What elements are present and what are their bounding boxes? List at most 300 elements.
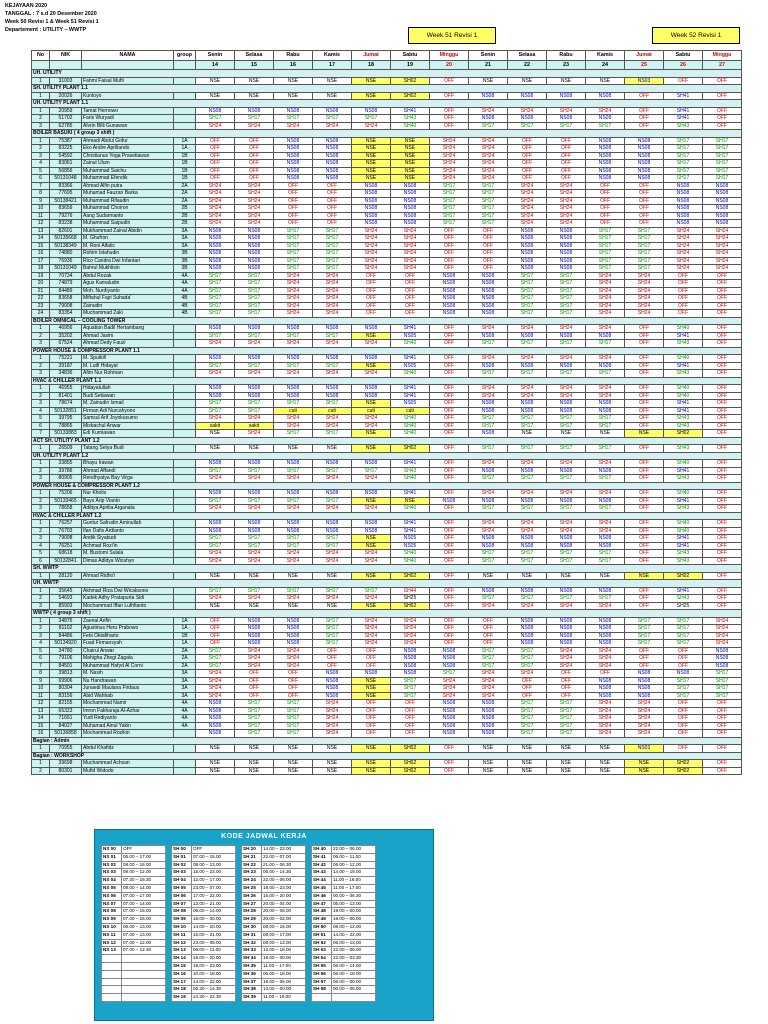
shift-cell: OFF [703, 467, 742, 475]
shift-cell: NS08 [469, 400, 508, 408]
kode-time: 06.00 – 11.00 [332, 853, 376, 861]
shift-cell: SH24 [196, 340, 235, 348]
shift-cell: OFF [508, 167, 547, 175]
shift-cell: NS08 [274, 152, 313, 160]
shift-cell: NS08 [469, 272, 508, 280]
employee-name: Edi Kurniawan [82, 430, 174, 438]
shift-cell: OFF [430, 640, 469, 648]
kode-code: SH 38 [242, 986, 262, 994]
shift-cell: NSE [235, 602, 274, 610]
section-header-row [32, 610, 742, 618]
kode-time: 17.00 – 22.00 [192, 892, 236, 900]
shift-cell: SH24 [313, 122, 352, 130]
shift-cell: SH17 [274, 265, 313, 273]
employee-row [32, 602, 742, 610]
shift-cell: SH24 [235, 205, 274, 213]
shift-cell: NSE [235, 77, 274, 85]
shift-cell: OFF [352, 730, 391, 738]
shift-cell: SH17 [508, 595, 547, 603]
shift-cell: OFF [430, 760, 469, 768]
day-header: Jumat [625, 51, 664, 61]
employee-name: Febi Oktafiharto [82, 632, 174, 640]
shift-cell: NS08 [430, 655, 469, 663]
shift-cell: OFF [703, 295, 742, 303]
shift-cell: OFF [469, 625, 508, 633]
shift-cell: SH24 [625, 707, 664, 715]
shift-cell: SH17 [508, 647, 547, 655]
shift-cell: SH17 [469, 212, 508, 220]
shift-cell: SH17 [274, 700, 313, 708]
shift-cell: SH17 [625, 242, 664, 250]
shift-cell: NS08 [469, 280, 508, 288]
shift-cell: OFF [430, 550, 469, 558]
shift-cell: OFF [664, 655, 703, 663]
shift-cell: SH24 [547, 197, 586, 205]
shift-cell: SH24 [469, 460, 508, 468]
employee-nik: 83061 [50, 160, 82, 168]
employee-row [32, 152, 742, 160]
shift-cell: OFF [430, 430, 469, 438]
shift-cell: OFF [469, 640, 508, 648]
shift-cell: NS08 [586, 400, 625, 408]
shift-cell: NSE [352, 175, 391, 183]
shift-cell: NS08 [469, 92, 508, 100]
shift-cell: SH02 [391, 745, 430, 753]
employee-row [32, 497, 742, 505]
shift-cell: SH24 [313, 310, 352, 318]
shift-cell: NSE [352, 445, 391, 453]
shift-cell: SH24 [391, 632, 430, 640]
shift-cell: NS08 [235, 617, 274, 625]
shift-cell: NS08 [625, 677, 664, 685]
shift-cell: OFF [469, 265, 508, 273]
kode-time: 18.00 – 23.00 [262, 884, 306, 892]
shift-cell: NS08 [586, 167, 625, 175]
shift-cell: SH24 [469, 107, 508, 115]
shift-cell: NS08 [391, 190, 430, 198]
employee-name: Firman Adi Nurcahyono [82, 407, 174, 415]
section-title: ACT SH. UTILITY PLANT 1.2 [32, 437, 742, 445]
shift-cell: OFF [196, 152, 235, 160]
shift-cell: SH24 [469, 685, 508, 693]
shift-cell: NSE [469, 77, 508, 85]
shift-cell: SH24 [508, 190, 547, 198]
shift-cell: SH24 [625, 272, 664, 280]
shift-cell: NSE [352, 77, 391, 85]
shift-cell: SH17 [469, 655, 508, 663]
employee-row [32, 445, 742, 453]
employee-nik: 79106 [50, 655, 82, 663]
shift-cell: NS08 [274, 175, 313, 183]
shift-cell: NS08 [508, 407, 547, 415]
kode-code: SH 52 [312, 939, 332, 947]
shift-cell: SH24 [703, 617, 742, 625]
date-header: 18 [352, 61, 391, 70]
employee-name: M. Spuikifi [82, 355, 174, 363]
shift-cell: OFF [196, 137, 235, 145]
shift-cell: SH40 [391, 475, 430, 483]
row-number: 1 [32, 77, 50, 85]
shift-cell: OFF [703, 535, 742, 543]
shift-cell: NS08 [235, 625, 274, 633]
shift-cell: SH24 [586, 715, 625, 723]
shift-cell: OFF [430, 767, 469, 775]
row-number: 5 [32, 550, 50, 558]
employee-name: M. Bustomi Sulala [82, 550, 174, 558]
shift-cell: SH24 [703, 257, 742, 265]
shift-cell: NS03 [625, 745, 664, 753]
shift-cell: OFF [703, 325, 742, 333]
shift-cell: NSE [625, 572, 664, 580]
employee-name: Adittya Aprilia Arganata [82, 505, 174, 513]
employee-nik: 75387 [50, 137, 82, 145]
employee-row [32, 220, 742, 228]
shift-cell: NS08 [664, 197, 703, 205]
shift-cell: SH02 [391, 767, 430, 775]
kode-code: SH 56 [312, 970, 332, 978]
employee-nik: 50133465 [50, 497, 82, 505]
shift-cell: NS08 [547, 467, 586, 475]
shift-cell: OFF [274, 220, 313, 228]
row-number: 12 [32, 220, 50, 228]
row-number: 3 [32, 602, 50, 610]
row-number: 10 [32, 685, 50, 693]
employee-group [174, 535, 196, 543]
shift-cell: OFF [352, 715, 391, 723]
employee-name: Samsul Arif Joyokusumo [82, 415, 174, 423]
shift-cell: NS08 [703, 205, 742, 213]
shift-cell: NS08 [508, 250, 547, 258]
shift-cell: SH17 [196, 407, 235, 415]
shift-cell: OFF [430, 625, 469, 633]
shift-cell: OFF [274, 685, 313, 693]
kode-time: 06.00 – 12.00 [332, 861, 376, 869]
shift-cell: OFF [625, 355, 664, 363]
shift-cell: NS08 [274, 145, 313, 153]
shift-cell: SH40 [664, 520, 703, 528]
employee-group: 3A [174, 692, 196, 700]
shift-cell: SH24 [703, 250, 742, 258]
shift-cell: NS05 [391, 535, 430, 543]
shift-cell: SH41 [391, 392, 430, 400]
shift-cell: NS08 [547, 362, 586, 370]
shift-cell: SH17 [313, 625, 352, 633]
kode-code: SH 14 [172, 955, 192, 963]
shift-cell: SH24 [352, 475, 391, 483]
kode-code: SH 49 [312, 916, 332, 924]
shift-cell: OFF [430, 445, 469, 453]
shift-cell: NS08 [196, 242, 235, 250]
shift-cell: SH17 [547, 715, 586, 723]
shift-cell: SH17 [430, 190, 469, 198]
shift-cell: OFF [703, 362, 742, 370]
shift-cell: NS08 [586, 632, 625, 640]
kode-code: SH 03 [172, 869, 192, 877]
employee-row [32, 692, 742, 700]
week-51-label: Week 51 Revisi 1 [408, 27, 496, 44]
kode-time: 07.00 – 13.00 [122, 931, 166, 939]
shift-cell: SH17 [547, 340, 586, 348]
employee-row [32, 715, 742, 723]
shift-cell: OFF [703, 332, 742, 340]
shift-cell: NS08 [352, 670, 391, 678]
shift-cell: OFF [625, 122, 664, 130]
employee-group: 3A [174, 242, 196, 250]
shift-cell: OFF [547, 677, 586, 685]
shift-cell: SH24 [313, 707, 352, 715]
shift-cell: SH17 [508, 550, 547, 558]
shift-cell: SH41 [664, 332, 703, 340]
kode-time: 23.00 – 05.00 [192, 939, 236, 947]
shift-cell: NS08 [547, 407, 586, 415]
shift-cell: SH43 [664, 475, 703, 483]
shift-cell: SH40 [391, 430, 430, 438]
shift-cell: SH24 [586, 355, 625, 363]
shift-cell: SH24 [703, 235, 742, 243]
shift-cell: NS08 [547, 265, 586, 273]
shift-cell: SH24 [313, 700, 352, 708]
shift-cell: NS08 [508, 632, 547, 640]
kode-time [332, 994, 376, 1002]
shift-cell: NS08 [586, 497, 625, 505]
shift-cell: NS08 [508, 617, 547, 625]
shift-cell: NS08 [274, 527, 313, 535]
employee-group [174, 430, 196, 438]
employee-group [174, 77, 196, 85]
shift-cell: OFF [313, 212, 352, 220]
employee-row [32, 760, 742, 768]
date-header: 23 [547, 61, 586, 70]
shift-cell: SH24 [235, 505, 274, 513]
shift-cell: SH24 [586, 272, 625, 280]
blank-cell [82, 61, 174, 70]
employee-nik: 50132841 [50, 557, 82, 565]
shift-cell: OFF [430, 542, 469, 550]
shift-cell: OFF [703, 415, 742, 423]
employee-row [32, 340, 742, 348]
shift-cell: SH24 [547, 205, 586, 213]
section-title: Bagian : Admin [32, 737, 742, 745]
shift-cell: SH24 [352, 632, 391, 640]
shift-cell: SH24 [274, 505, 313, 513]
employee-row [32, 542, 742, 550]
shift-cell: OFF [625, 647, 664, 655]
row-number: 5 [32, 647, 50, 655]
shift-cell: SH17 [508, 722, 547, 730]
day-header: Sabtu [391, 51, 430, 61]
shift-cell: OFF [391, 707, 430, 715]
shift-cell: SH17 [469, 662, 508, 670]
shift-cell: SH40 [664, 325, 703, 333]
shift-cell: SH24 [703, 265, 742, 273]
shift-cell: OFF [430, 505, 469, 513]
shift-cell: NS08 [547, 632, 586, 640]
employee-group [174, 407, 196, 415]
shift-cell: OFF [274, 670, 313, 678]
row-number: 6 [32, 175, 50, 183]
shift-cell: SH24 [274, 295, 313, 303]
employee-nik: 84489 [50, 287, 82, 295]
kode-time: 13.00 – 18.00 [262, 947, 306, 955]
kode-code: SH 44 [312, 877, 332, 885]
shift-cell: SH17 [469, 220, 508, 228]
employee-row [32, 107, 742, 115]
shift-cell: OFF [625, 115, 664, 123]
shift-cell: SH17 [547, 122, 586, 130]
shift-cell: SH24 [547, 190, 586, 198]
row-number: 1 [32, 745, 50, 753]
shift-cell: SH17 [703, 160, 742, 168]
shift-cell: SH17 [313, 332, 352, 340]
shift-cell: SH24 [235, 557, 274, 565]
employee-nik: 34876 [50, 617, 82, 625]
shift-cell: NS08 [703, 182, 742, 190]
kode-row [102, 994, 376, 1002]
shift-cell: OFF [430, 250, 469, 258]
shift-cell: SH24 [547, 520, 586, 528]
shift-cell: SH24 [625, 700, 664, 708]
kode-time: 05.00 – 13.00 [332, 900, 376, 908]
shift-cell: NSE [352, 745, 391, 753]
shift-cell: NS08 [430, 302, 469, 310]
shift-cell: SH02 [391, 760, 430, 768]
row-number: 13 [32, 707, 50, 715]
shift-cell: SH24 [586, 490, 625, 498]
employee-group: 4A [174, 715, 196, 723]
shift-cell: OFF [274, 692, 313, 700]
shift-cell: SH17 [469, 205, 508, 213]
shift-cell: SH17 [274, 707, 313, 715]
section-title: SH. UTILITY PLANT 1.1 [32, 85, 742, 93]
shift-cell: SH24 [352, 557, 391, 565]
shift-cell: OFF [703, 715, 742, 723]
kode-time: 06.30 – 14.30 [192, 986, 236, 994]
shift-cell: SH24 [547, 490, 586, 498]
employee-row [32, 662, 742, 670]
shift-cell: NS08 [547, 332, 586, 340]
employee-name: Andik Siyabudi [82, 535, 174, 543]
shift-cell: OFF [430, 632, 469, 640]
shift-cell: SH24 [196, 692, 235, 700]
shift-cell: NS05 [391, 332, 430, 340]
shift-cell: SH40 [391, 505, 430, 513]
employee-row [32, 557, 742, 565]
shift-cell: SH24 [274, 272, 313, 280]
kode-jadwal-title: KODE JADWAL KERJA [221, 833, 307, 840]
shift-cell: SH17 [547, 272, 586, 280]
employee-nik: 51702 [50, 115, 82, 123]
shift-cell: NSE [196, 760, 235, 768]
shift-cell: OFF [703, 272, 742, 280]
shift-cell: cuti [274, 407, 313, 415]
employee-nik: 50138349 [50, 242, 82, 250]
employee-group [174, 505, 196, 513]
shift-cell: SH17 [274, 257, 313, 265]
shift-cell: SH40 [391, 550, 430, 558]
kode-code [102, 962, 122, 970]
shift-cell: NS08 [313, 145, 352, 153]
employee-nik: 78674 [50, 400, 82, 408]
employee-row [32, 767, 742, 775]
kode-row [102, 877, 376, 885]
day-header: Rabu [547, 51, 586, 61]
kode-code: SH 11 [172, 931, 192, 939]
shift-cell: SH17 [508, 122, 547, 130]
shift-cell: OFF [703, 445, 742, 453]
shift-cell: SH24 [469, 670, 508, 678]
shift-cell: SH24 [586, 295, 625, 303]
date-header: 16 [274, 61, 313, 70]
shift-cell: NS08 [625, 685, 664, 693]
shift-cell: OFF [430, 362, 469, 370]
employee-name: Ahmad Jasim [82, 332, 174, 340]
shift-cell: SH24 [352, 625, 391, 633]
employee-nik: 65323 [50, 707, 82, 715]
section-title: UH. UTILITY [32, 70, 742, 78]
shift-cell: SH24 [430, 167, 469, 175]
employee-nik: 62785 [50, 122, 82, 130]
shift-cell: NS08 [625, 692, 664, 700]
employee-row [32, 460, 742, 468]
employee-group [174, 362, 196, 370]
shift-cell: SH24 [508, 220, 547, 228]
shift-cell: SH24 [352, 617, 391, 625]
shift-cell: SH24 [274, 422, 313, 430]
shift-cell: OFF [664, 715, 703, 723]
shift-cell: OFF [703, 310, 742, 318]
employee-group [174, 400, 196, 408]
shift-cell: NSE [352, 572, 391, 580]
shift-cell: OFF [235, 692, 274, 700]
shift-cell: SH24 [352, 242, 391, 250]
shift-cell: NS08 [391, 220, 430, 228]
shift-cell: NS08 [352, 355, 391, 363]
shift-cell: OFF [625, 505, 664, 513]
employee-row [32, 272, 742, 280]
shift-cell: OFF [508, 175, 547, 183]
row-number: 14 [32, 235, 50, 243]
shift-cell: SH17 [196, 115, 235, 123]
row-number: 3 [32, 505, 50, 513]
kode-time: 16.00 – 00.00 [192, 916, 236, 924]
shift-cell: SH24 [235, 340, 274, 348]
shift-cell: NS08 [235, 325, 274, 333]
row-number: 9 [32, 197, 50, 205]
kode-time: 13.00 – 00.00 [262, 986, 306, 994]
shift-cell: NS08 [352, 520, 391, 528]
shift-cell: SH17 [196, 497, 235, 505]
shift-cell: SH24 [274, 662, 313, 670]
kode-time: 16.00 – 20.00 [192, 955, 236, 963]
shift-cell: OFF [430, 460, 469, 468]
shift-cell: SH24 [391, 265, 430, 273]
employee-name: Zaenal Arifin [82, 617, 174, 625]
shift-cell: NS08 [547, 640, 586, 648]
shift-cell: SH17 [196, 310, 235, 318]
shift-cell: SH24 [586, 280, 625, 288]
kode-code: SH 00 [172, 846, 192, 854]
shift-cell: NS08 [625, 145, 664, 153]
shift-cell: SH24 [313, 287, 352, 295]
kode-code: SH 54 [312, 955, 332, 963]
row-number: 3 [32, 535, 50, 543]
shift-cell: NS08 [469, 497, 508, 505]
shift-cell: SH17 [703, 677, 742, 685]
shift-cell: SH17 [430, 212, 469, 220]
shift-cell: SH40 [391, 415, 430, 423]
shift-cell: NS08 [196, 707, 235, 715]
shift-cell: SH17 [235, 535, 274, 543]
